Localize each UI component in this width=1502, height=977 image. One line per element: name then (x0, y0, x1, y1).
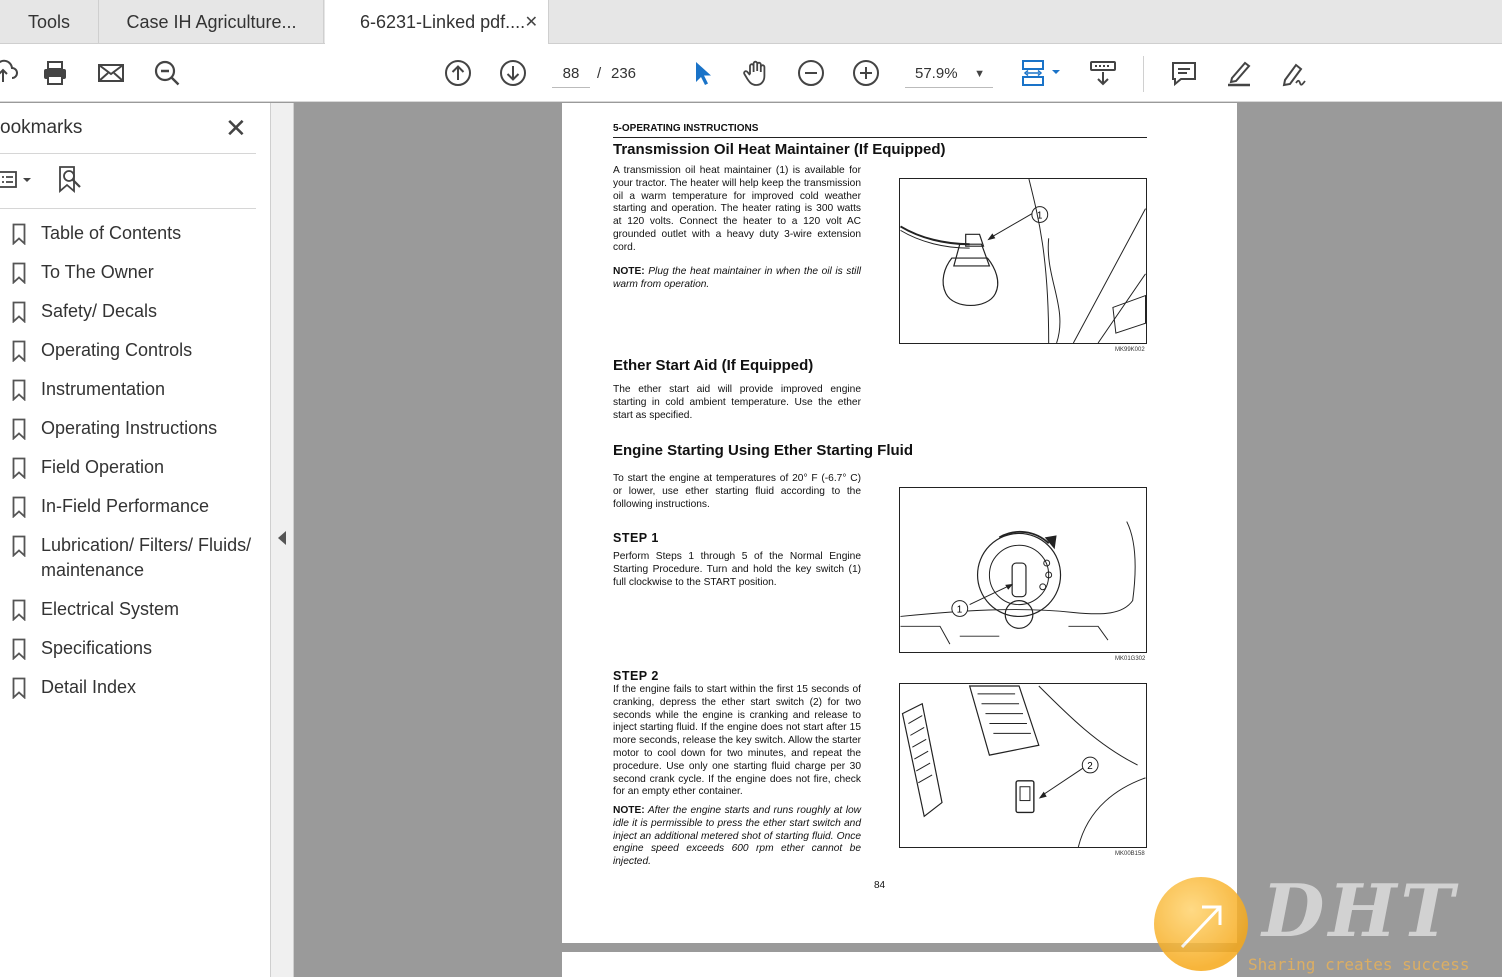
note-heat-maintainer (613, 266, 861, 292)
bookmark-label: In-Field Performance (41, 496, 210, 516)
bookmark-icon (12, 418, 26, 440)
bookmark-icon (12, 677, 26, 699)
bookmark-label: Electrical System (41, 599, 180, 619)
bookmark-icon (12, 223, 26, 245)
print-icon[interactable] (38, 56, 72, 90)
bookmark-label: Instrumentation (41, 379, 166, 399)
step-2-text: If the engine fails to start within the first 15 seconds of cranking, depress the ether start switch (2) for two seconds while the engine is cranking and release to inject starting fluid. If the engine does not start after 15 more seconds, release the key switch. Allow the starter motor to cool down for two minutes, and repeat the procedure. Use only one starting fluid charge per 30 second crank cycle. If the engine does not fire, check for an empty ether container. (613, 684, 862, 798)
note-ether-shot (613, 805, 861, 869)
tab-close-icon[interactable]: ✕ (524, 14, 538, 31)
bookmark-icon (12, 457, 26, 479)
bookmark-item[interactable] (0, 675, 270, 700)
section-rule (613, 137, 1147, 138)
figure-callout: 2 (1087, 760, 1093, 772)
document-page (562, 103, 1237, 943)
key-switch-illustration (900, 488, 1146, 652)
figure-ether-switch (899, 683, 1147, 848)
step-1-text: Perform Steps 1 through 5 of the Normal Engine Starting Procedure. Turn and hold the key switch (1) full clockwise to the START position. (613, 551, 861, 588)
bookmark-label: Detail Index (41, 677, 137, 697)
bookmark-item[interactable] (0, 299, 270, 324)
bookmark-icon (12, 262, 26, 284)
figure-callout: 1 (956, 604, 963, 616)
hand-tool-icon[interactable] (739, 56, 773, 90)
search-icon[interactable] (150, 56, 184, 90)
paragraph-heat-maintainer: A transmission oil heat maintainer (1) is available for your tractor. The heater will help keep the transmission oil a warm temperature for improved cold weather starting and operation. The heater rating is 300 watts at 120 volts. Connect the heater to a 120 volt AC grounded outlet with a heavy duty 3-wire extension cord. (613, 165, 861, 253)
bookmarks-title: ookmarks (0, 117, 83, 138)
bookmark-icon (12, 340, 26, 362)
step-1-label: STEP 1 (613, 531, 659, 545)
toolbar-divider (1143, 56, 1144, 92)
page-number-input[interactable]: 88 (552, 60, 590, 88)
collapse-left-icon (278, 531, 286, 545)
heading-ether-starting-fluid: Engine Starting Using Ether Starting Fluid (613, 442, 914, 459)
note-text: After the engine starts and runs roughly at low idle it is permissible to press the ether start switch and inject an additional metered shot of starting fluid. Once engine speed exceeds 600 rpm ether cannot be injected. (613, 805, 861, 868)
page-fit-icon[interactable] (1016, 56, 1064, 90)
zoom-out-icon[interactable] (794, 56, 828, 90)
figure-caption: MK01G302 (1115, 656, 1146, 662)
tab-document-linked-pdf[interactable] (325, 0, 549, 45)
chevron-down-icon: ▼ (974, 68, 985, 80)
note-label: NOTE: (613, 266, 645, 277)
bookmark-icon (12, 301, 26, 323)
bookmark-item[interactable] (0, 533, 270, 583)
tab-bar (0, 0, 1502, 44)
bookmark-icon (12, 535, 26, 557)
email-icon[interactable] (94, 56, 128, 90)
bookmark-label: Table of Contents (41, 223, 182, 243)
page-number: 84 (874, 880, 886, 891)
bookmark-list (0, 221, 270, 714)
watermark-logo (1154, 877, 1248, 971)
bookmark-icon (12, 638, 26, 660)
section-header: 5-OPERATING INSTRUCTIONS (613, 123, 759, 134)
watermark-slogan: Sharing creates success (1248, 955, 1470, 974)
upload-icon[interactable] (0, 56, 20, 90)
previous-page-icon[interactable] (441, 56, 475, 90)
bookmark-options-icon[interactable] (0, 167, 34, 193)
note-text: Plug the heat maintainer in when the oil is still warm from operation. (613, 266, 861, 290)
bookmark-item[interactable] (0, 338, 270, 363)
heading-heat-maintainer: Transmission Oil Heat Maintainer (If Equipped) (613, 141, 946, 158)
step-2-label: STEP 2 (613, 669, 659, 683)
bookmarks-panel (0, 103, 271, 977)
figure-caption: MK99K002 (1115, 347, 1145, 353)
figure-key-switch (899, 487, 1147, 653)
tab-doc1-label: Case IH Agriculture... (126, 11, 297, 32)
highlight-pen-icon[interactable] (1222, 56, 1256, 90)
select-cursor-icon[interactable] (684, 56, 718, 90)
find-bookmark-icon[interactable] (56, 164, 84, 194)
heading-ether-start-aid: Ether Start Aid (If Equipped) (613, 357, 814, 374)
heater-illustration (900, 179, 1146, 343)
bookmark-item[interactable] (0, 377, 270, 402)
next-document-page (562, 952, 1237, 977)
bookmark-label: Safety/ Decals (41, 301, 158, 321)
bookmark-item[interactable] (0, 455, 270, 480)
paragraph-ether-start-aid: The ether start aid will provide improved engine starting in cold ambient temperature. Use the ether start as specified. (613, 384, 861, 421)
paragraph-ether-starting-fluid: To start the engine at temperatures of 20° F (-6.7° C) or lower, use ether starting fluid according to the following instructions. (613, 473, 861, 510)
watermark-brand: DHT (1262, 868, 1459, 953)
tab-document-case-ih[interactable] (100, 0, 324, 44)
scroll-mode-icon[interactable] (1086, 56, 1120, 90)
figure-caption: MK00B158 (1115, 851, 1145, 857)
page-separator: / (597, 65, 602, 82)
bookmark-icon (12, 496, 26, 518)
close-icon[interactable]: ✕ (225, 113, 247, 143)
total-pages: 236 (611, 65, 637, 82)
tab-doc2-label: 6-6231-Linked pdf.... (360, 12, 526, 32)
figure-callout: 1 (1036, 210, 1043, 222)
tab-tools-label: Tools (27, 11, 71, 32)
bookmark-item[interactable] (0, 221, 270, 246)
divider (0, 153, 256, 154)
comment-icon[interactable] (1167, 56, 1201, 90)
zoom-level-select[interactable] (905, 60, 993, 88)
panel-collapse-handle[interactable] (271, 103, 294, 977)
bookmark-label: Lubrication/ Filters/ Fluids/ maintenance (41, 535, 252, 580)
divider (0, 208, 256, 209)
ether-switch-illustration (900, 684, 1146, 847)
bookmark-label: To The Owner (41, 262, 154, 282)
bookmark-icon (12, 379, 26, 401)
zoom-level-value: 57.9% (915, 65, 958, 82)
bookmark-item[interactable] (0, 260, 270, 285)
tab-tools[interactable] (0, 0, 99, 44)
bookmark-label: Operating Controls (41, 340, 193, 360)
next-page-icon[interactable] (496, 56, 530, 90)
bookmark-item[interactable] (0, 416, 270, 441)
bookmark-label: Operating Instructions (41, 418, 218, 438)
bookmark-item[interactable] (0, 597, 270, 622)
figure-heat-maintainer (899, 178, 1147, 344)
bookmark-item[interactable] (0, 494, 270, 519)
bookmark-label: Specifications (41, 638, 153, 658)
zoom-in-icon[interactable] (849, 56, 883, 90)
arrow-icon (1154, 877, 1248, 971)
bookmark-icon (12, 599, 26, 621)
bookmark-label: Field Operation (41, 457, 165, 477)
toolbar (0, 44, 1502, 102)
sign-icon[interactable] (1277, 56, 1311, 90)
note-label: NOTE: (613, 805, 645, 816)
bookmark-item[interactable] (0, 636, 270, 661)
